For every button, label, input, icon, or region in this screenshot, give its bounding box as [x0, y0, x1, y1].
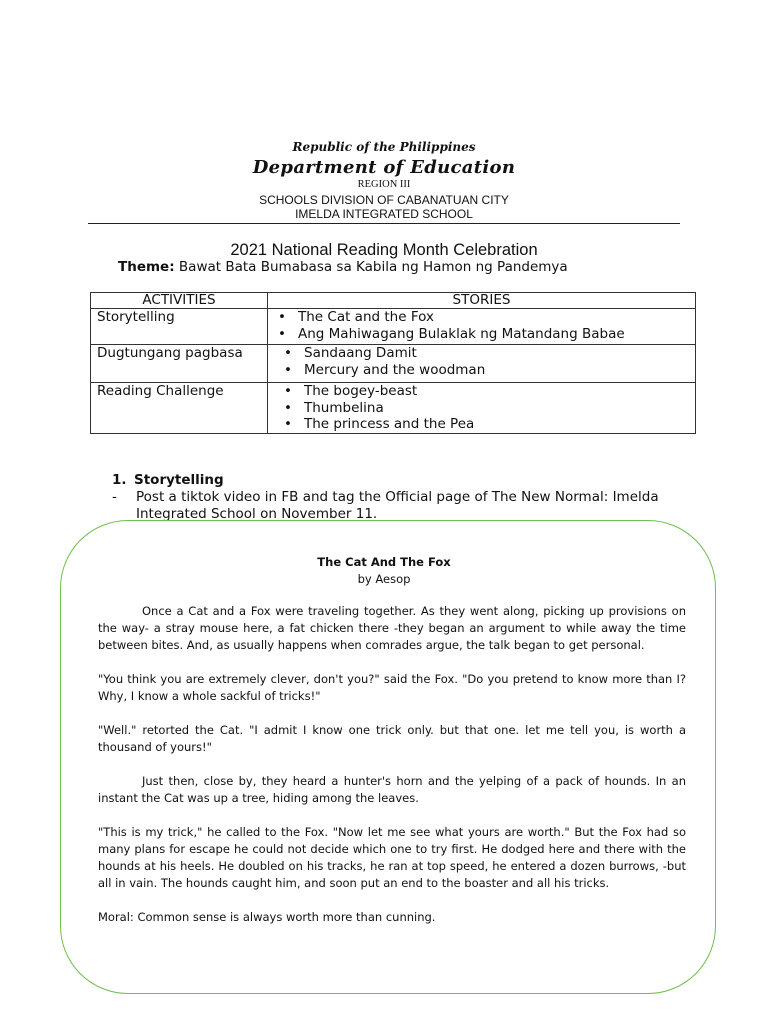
story-paragraph: "Well." retorted the Cat. "I admit I know one trick only. but that one. let me tell you, is worth a thousand of yours!" — [98, 723, 686, 754]
department-heading: Department of Education — [252, 157, 516, 178]
region-label: REGION III — [357, 179, 411, 190]
republic-heading: Republic of the Philippines — [292, 140, 476, 154]
story-item: • The bogey-beast — [304, 383, 689, 400]
story-paragraph: Just then, close by, they heard a hunter's horn and the yelping of a pack of hounds. In an instant the Cat was up a tree, hiding among the leaves. — [98, 774, 686, 805]
story-item: • Sandaang Damit — [304, 345, 689, 362]
division-label: SCHOOLS DIVISION OF CABANATUAN CITY — [259, 193, 509, 207]
story-item: • The princess and the Pea — [304, 416, 689, 433]
section-instruction — [112, 489, 672, 523]
table-row — [91, 383, 696, 434]
stories-cell — [268, 383, 696, 434]
page-title: 2021 National Reading Month Celebration — [230, 241, 538, 259]
story-author: by Aesop — [357, 572, 411, 586]
story-body — [98, 603, 686, 943]
header-stories: STORIES — [268, 293, 696, 309]
story-item: • Thumbelina — [304, 400, 689, 417]
story-paragraph: "This is my trick," he called to the Fox. "Now let me see what yours are worth." But the Fox had so many plans for escape he could not decide which one to try first. He dodged here and there with the hounds at his heels. He doubled on his tracks, he ran at top speed, he entered a dozen burrows, -but all in vain. The hounds caught him, and soon put an end to the boaster and all his tricks. — [98, 825, 686, 890]
theme-text: Bawat Bata Bumabasa sa Kabila ng Hamon ng Pandemya — [178, 259, 568, 275]
story-title: The Cat And The Fox — [317, 555, 451, 569]
dash-marker: - — [112, 489, 117, 505]
activity-cell: Storytelling — [91, 309, 268, 345]
instruction-text: Post a tiktok video in FB and tag the Official page of The New Normal: Imelda Integrated School on November 11. — [136, 489, 659, 522]
stories-cell — [268, 309, 696, 345]
stories-cell — [268, 345, 696, 383]
table-row — [91, 309, 696, 345]
activity-cell: Dugtungang pagbasa — [91, 345, 268, 383]
story-paragraph: Once a Cat and a Fox were traveling together. As they went along, picking up provisions on the way- a stray mouse here, a fat chicken there -they began an argument to while away the time between bites. And, as usually happens when comrades argue, the talk began to get personal. — [98, 604, 686, 652]
section-number: 1. — [112, 472, 127, 488]
school-label: IMELDA INTEGRATED SCHOOL — [295, 207, 473, 221]
table-row — [91, 345, 696, 383]
story-item: • The Cat and the Fox — [298, 309, 689, 326]
header-divider — [88, 223, 680, 224]
story-item: • Mercury and the woodman — [304, 362, 689, 379]
section-title: Storytelling — [134, 472, 224, 488]
section-heading — [112, 472, 224, 488]
story-item: • Ang Mahiwagang Bulaklak ng Matandang Babae — [298, 326, 689, 343]
header-activities: ACTIVITIES — [91, 293, 268, 309]
activity-cell: Reading Challenge — [91, 383, 268, 434]
story-moral: Moral: Common sense is always worth more than cunning. — [98, 910, 436, 924]
story-paragraph: "You think you are extremely clever, don't you?" said the Fox. "Do you pretend to know more than I? Why, I know a whole sackful of tricks!" — [98, 672, 686, 703]
theme-line — [118, 259, 568, 275]
theme-label: Theme: — [118, 259, 175, 275]
activities-table — [90, 292, 696, 434]
